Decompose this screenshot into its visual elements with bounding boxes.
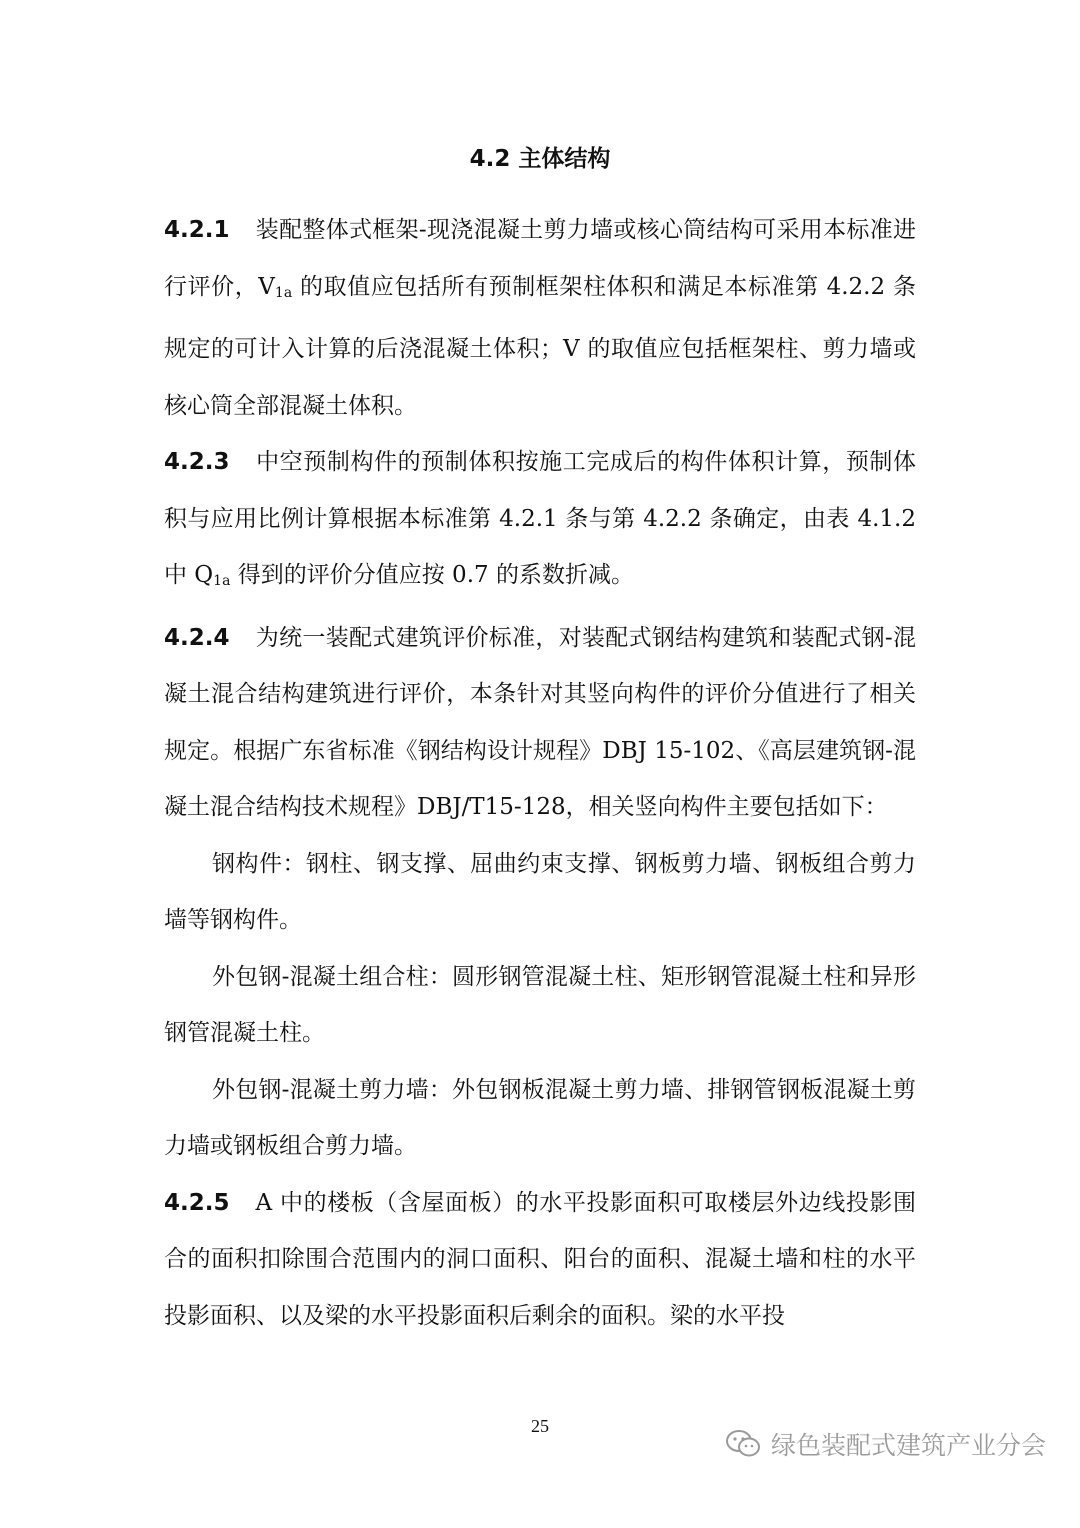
watermark-text: 绿色装配式建筑产业分会 <box>770 1431 1046 1460</box>
paragraph-text: 为统一装配式建筑评价标准，对装配式钢结构建筑和装配式钢-混凝土混合结构建筑进行评价，本条针对其竖向构件的评价分值进行了相关规定。根据广东省标准《钢结构设计规程》DBJ 15-102、《高层建筑钢-混凝土混合结构技术规程》DBJ/T15-128，相关竖向构件主要包括如下： <box>164 624 916 820</box>
clause-number: 4.2.3 <box>164 449 230 475</box>
paragraph-text: 外包钢-混凝土剪力墙：外包钢板混凝土剪力墙、排钢管钢板混凝土剪力墙或钢板组合剪力墙。 <box>164 1076 916 1159</box>
clause-number: 4.2.5 <box>164 1189 230 1216</box>
wechat-icon <box>725 1429 761 1459</box>
section-body <box>164 202 916 1344</box>
paragraph-text: 中空预制构件的预制体积按施工完成后的构件体积计算，预制体积与应用比例计算根据本标准第 4.2.1 条与第 4.2.2 条确定，由表 4.1.2 中 Q <box>164 449 916 588</box>
paragraph <box>164 949 916 1062</box>
paragraph-text: 装配整体式框架-现浇混凝土剪力墙或核心筒结构可采用本标准进行评价，V <box>164 217 916 300</box>
subscript-text: 1a <box>274 284 293 301</box>
subscript-text: 1a <box>213 573 231 589</box>
paragraph <box>164 1062 916 1175</box>
paragraph <box>164 610 916 836</box>
watermark <box>725 1426 1046 1462</box>
page-number: 25 <box>531 1416 549 1436</box>
paragraph-text: 外包钢-混凝土组合柱：圆形钢管混凝土柱、矩形钢管混凝土柱和异形钢管混凝土柱。 <box>164 963 916 1046</box>
paragraph-text: A 中的楼板（含屋面板）的水平投影面积可取楼层外边线投影围合的面积扣除围合范围内的洞口面积、阳台的面积、混凝土墙和柱的水平投影面积、以及梁的水平投影面积后剩余的面积。梁的水平投 <box>164 1189 916 1329</box>
paragraph <box>164 1175 916 1345</box>
clause-number: 4.2.4 <box>164 624 230 651</box>
clause-number: 4.2.1 <box>164 217 230 243</box>
paragraph-text: 得到的评价分值应按 0.7 的系数折减。 <box>230 562 634 588</box>
paragraph <box>164 434 916 610</box>
paragraph-text: 的取值应包括所有预制框架柱体积和满足本标准第 4.2.2 条规定的可计入计算的后浇混凝土体积；V 的取值应包括框架柱、剪力墙或核心筒全部混凝土体积。 <box>164 273 916 419</box>
section-title: 4.2 主体结构 <box>469 146 611 172</box>
paragraph-text: 钢构件：钢柱、钢支撑、屈曲约束支撑、钢板剪力墙、钢板组合剪力墙等钢构件。 <box>164 850 916 933</box>
paragraph <box>164 836 916 949</box>
paragraph <box>164 202 916 434</box>
